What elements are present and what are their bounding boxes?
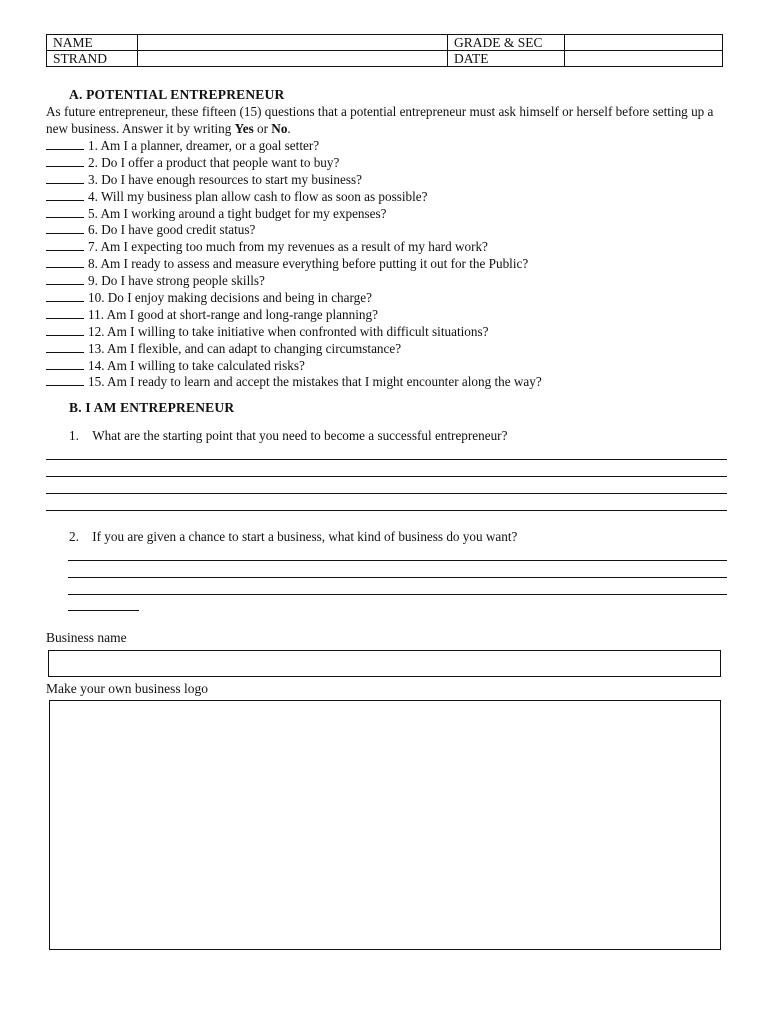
section-a-title: A. POTENTIAL ENTREPRENEUR (69, 87, 285, 102)
question-list (46, 137, 542, 390)
intro-yes: Yes (234, 121, 254, 136)
answer-blank[interactable] (46, 272, 84, 285)
list-item (46, 340, 542, 357)
answer-blank[interactable] (46, 238, 84, 251)
question-text: 12. Am I willing to take initiative when confronted with difficult situations? (88, 323, 489, 339)
answer-blank[interactable] (46, 323, 84, 336)
list-item (46, 373, 542, 390)
answer-line[interactable] (46, 476, 727, 477)
question-text: 2. Do I offer a product that people want to buy? (88, 154, 340, 170)
question-1-number: 1. (69, 428, 79, 443)
list-item (46, 188, 542, 205)
question-text: 14. Am I willing to take calculated risks? (88, 357, 305, 373)
list-item (46, 272, 542, 289)
list-item (46, 205, 542, 222)
grade-sec-label: GRADE & SEC (448, 35, 565, 51)
intro-period: . (287, 121, 291, 136)
question-text: 11. Am I good at short-range and long-range planning? (88, 306, 378, 322)
list-item (46, 289, 542, 306)
business-logo-box[interactable] (49, 700, 721, 950)
question-text: 3. Do I have enough resources to start my business? (88, 171, 362, 187)
answer-blank[interactable] (46, 171, 84, 184)
business-name-input[interactable] (48, 650, 721, 677)
question-text: 10. Do I enjoy making decisions and being in charge? (88, 290, 372, 306)
intro-or: or (253, 121, 272, 136)
answer-line[interactable] (68, 610, 139, 611)
student-info-table (46, 34, 723, 67)
question-text: 13. Am I flexible, and can adapt to changing circumstance? (88, 340, 402, 356)
question-text: 7. Am I expecting too much from my revenues as a result of my hard work? (88, 239, 488, 255)
answer-line[interactable] (68, 594, 727, 595)
answer-line[interactable] (46, 459, 727, 460)
answer-blank[interactable] (46, 306, 84, 319)
list-item (46, 255, 542, 272)
answer-blank[interactable] (46, 255, 84, 268)
question-1 (69, 428, 507, 444)
name-label: NAME (47, 35, 138, 51)
list-item (46, 171, 542, 188)
intro-text: As future entrepreneur, these fifteen (15) questions that a potential entrepreneur must ask himself or herself before setting up a new business. Answer it by writing (46, 104, 714, 136)
list-item (46, 357, 542, 374)
answer-line[interactable] (46, 493, 727, 494)
answer-line[interactable] (68, 577, 727, 578)
date-field[interactable] (565, 51, 723, 67)
question-2 (69, 529, 517, 545)
question-1-text: What are the starting point that you need to become a successful entrepreneur? (92, 428, 508, 443)
answer-line[interactable] (68, 560, 727, 561)
question-text: 1. Am I a planner, dreamer, or a goal setter? (88, 138, 320, 153)
business-name-label: Business name (46, 630, 127, 645)
answer-blank[interactable] (46, 154, 84, 167)
section-b-title: B. I AM ENTREPRENEUR (69, 400, 235, 415)
answer-blank[interactable] (46, 205, 84, 218)
answer-blank[interactable] (46, 289, 84, 302)
list-item (46, 221, 542, 238)
list-item (46, 137, 542, 154)
list-item (46, 154, 542, 171)
answer-blank[interactable] (46, 340, 84, 353)
date-label: DATE (448, 51, 565, 67)
list-item (46, 306, 542, 323)
question-text: 6. Do I have good credit status? (88, 222, 256, 238)
section-a-intro (46, 103, 736, 137)
answer-line[interactable] (46, 510, 727, 511)
question-2-text: If you are given a chance to start a business, what kind of business do you want? (92, 529, 518, 544)
question-text: 8. Am I ready to assess and measure everything before putting it out for the Public? (88, 256, 529, 272)
answer-blank[interactable] (46, 137, 84, 150)
intro-no: No (271, 121, 288, 136)
list-item (46, 323, 542, 340)
strand-label: STRAND (47, 51, 138, 67)
question-text: 15. Am I ready to learn and accept the mistakes that I might encounter along the way? (88, 374, 542, 390)
grade-sec-field[interactable] (565, 35, 723, 51)
list-item (46, 238, 542, 255)
question-text: 4. Will my business plan allow cash to flow as soon as possible? (88, 188, 428, 204)
question-2-number: 2. (69, 529, 79, 544)
question-text: 9. Do I have strong people skills? (88, 273, 265, 289)
answer-blank[interactable] (46, 373, 84, 386)
business-logo-label: Make your own business logo (46, 681, 208, 696)
strand-field[interactable] (138, 51, 448, 67)
answer-blank[interactable] (46, 188, 84, 201)
answer-blank[interactable] (46, 221, 84, 234)
name-field[interactable] (138, 35, 448, 51)
question-text: 5. Am I working around a tight budget for my expenses? (88, 205, 387, 221)
answer-blank[interactable] (46, 357, 84, 370)
